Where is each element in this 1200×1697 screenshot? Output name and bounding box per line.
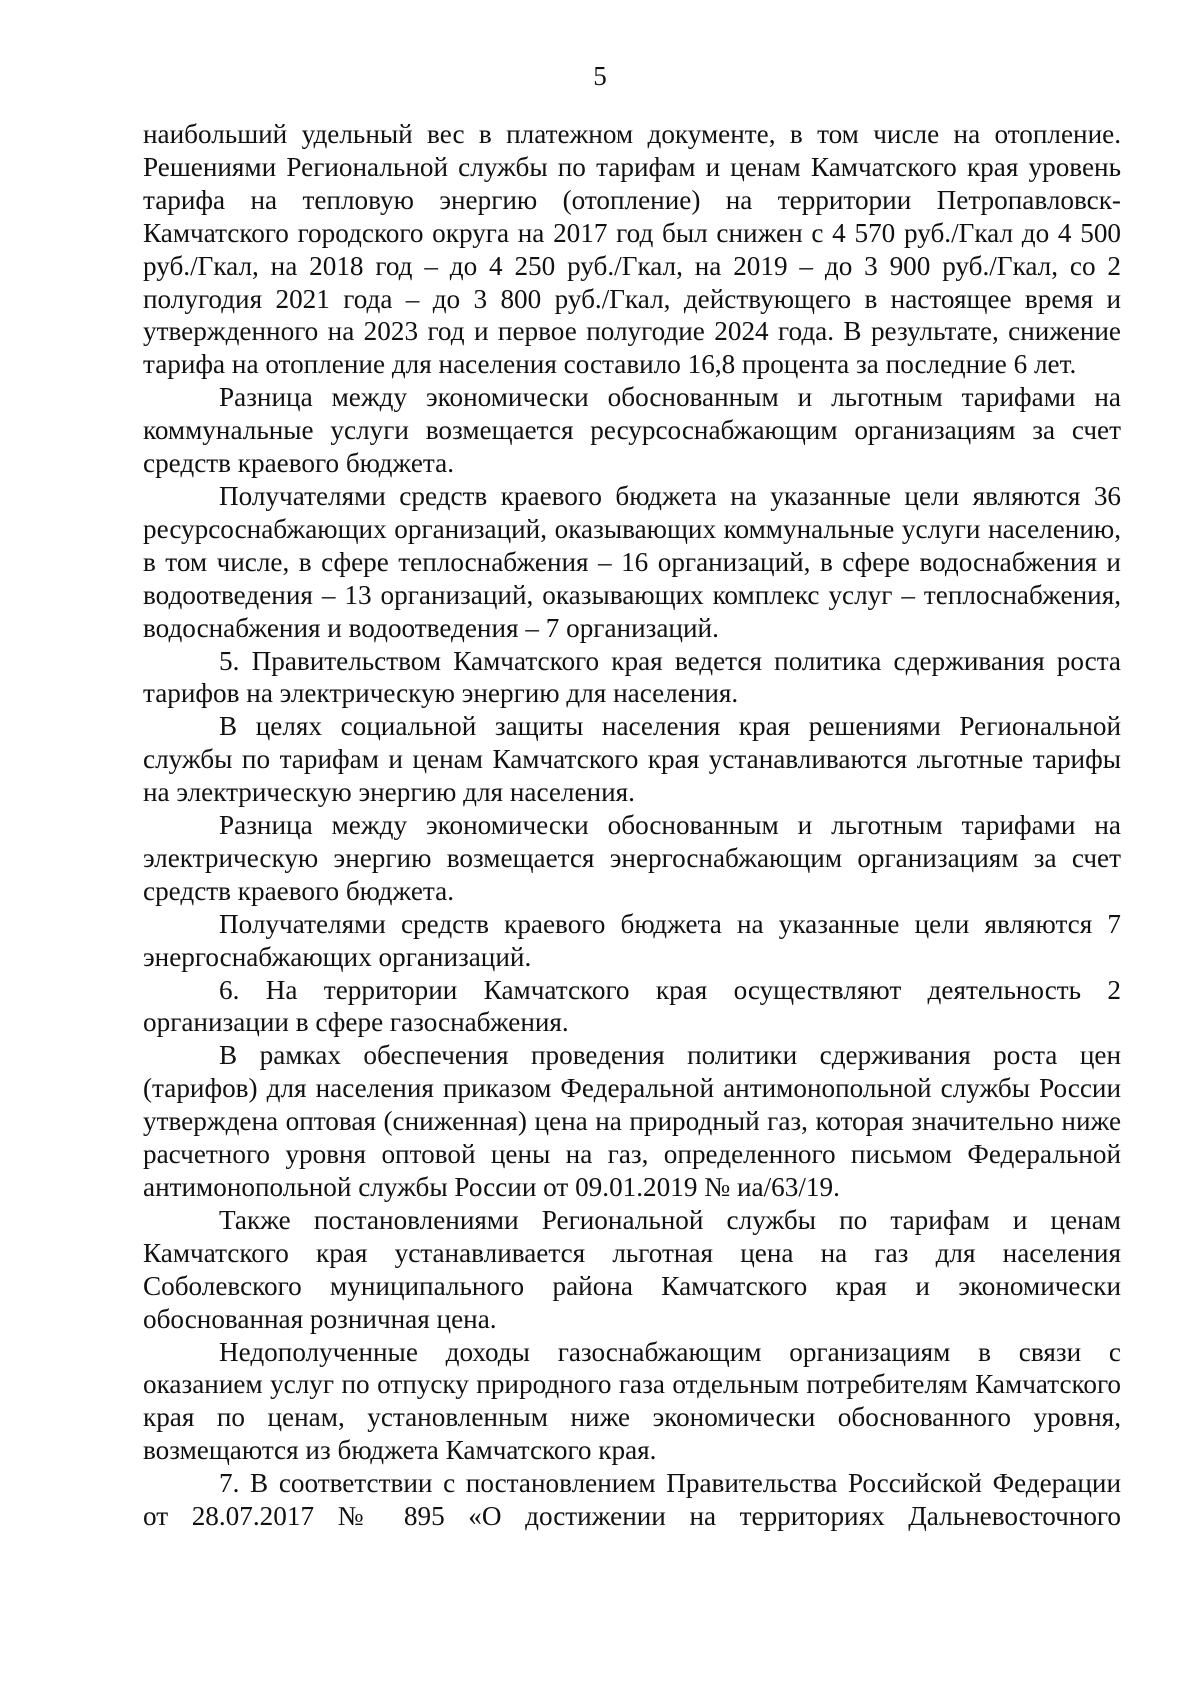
text-line: Получателями средств краевого бюджета на указанные цели являются [219,908,1093,939]
paragraph [143,1467,1121,1533]
text-line: средств краевого бюджета. [143,448,454,479]
text-line: тарифы на электрическую энергию для населения. [143,744,1121,808]
text-line: 4 570 руб./Гкал до 4 500 руб./Гкал, на 2018 год – до 4 250 руб./Гкал, на 2019 – [143,217,1122,281]
text-line: В целях социальной защиты населения края решениями Региональной [219,711,1121,742]
document-body [143,118,1121,1533]
text-line: 7. В соответствии с постановлением Правительства Российской Федерации [219,1468,1121,1499]
text-line: 36 ресурсоснабжающих организаций, оказывающих коммунальные услуги [143,480,1122,544]
text-line: Также постановлениями Региональной службы по тарифам и ценам [219,1204,1121,1235]
text-line: оказанием услуг по отпуску природного газа отдельным потребителям [143,1369,968,1400]
text-line: населения составило 16,8 процента за последние 6 лет. [438,349,1077,380]
text-line: Соболевского муниципального района Камчатского края и экономически [143,1270,1121,1301]
text-line: Камчатского края устанавливается льготная цена на газ для населения [143,1237,1121,1268]
paragraph [143,1204,1121,1336]
text-line: водоснабжения и водоотведения – 13 организаций, оказывающих комплекс [143,546,1121,610]
text-line: 7 энергоснабжающих организаций. [143,908,1121,972]
page-number: 5 [593,61,607,91]
text-line: тарифов на электрическую энергию для населения. [143,678,739,709]
text-line: службы по тарифам и ценам Камчатского края устанавливаются льготные [143,744,1024,775]
text-line: 6. На территории Камчатского края осуществляют деятельность [219,974,1082,1005]
paragraph [143,1336,1121,1468]
text-line: наибольший удельный вес в платежном документе, в том числе на отопление. [143,119,1121,149]
text-line: 5. Правительством Камчатского края ведется политика сдерживания роста [219,645,1121,676]
text-line: (тарифов) для населения приказом Федеральной антимонопольной службы [143,1073,1030,1104]
paragraph [143,710,1121,809]
text-line: полугодие 2024 года. В результате, снижение тарифа на отопление для [143,316,1121,380]
text-line: услуг – теплоснабжения, водоснабжения и водоотведения – 7 организаций. [143,579,1121,643]
text-line: от 28.07.2017 № 895 «О достижении на территориях Дальневосточного [143,1501,1121,1532]
text-line: средств краевого бюджета. [143,875,454,906]
paragraph [143,645,1121,711]
text-line: письмом Федеральной антимонопольной службы России от 09.01.2019 [143,1139,1121,1202]
text-line: 2 организации в сфере газоснабжения. [143,974,1121,1038]
paragraph [143,974,1121,1040]
paragraph [143,480,1121,645]
text-line: № иа/63/19. [704,1172,840,1202]
text-line: значительно ниже расчетного уровня оптовой цены на газ, определенного [143,1106,1122,1170]
text-line: населению, в том числе, в сфере теплоснабжения – 16 организаций, в сфере [143,513,1121,577]
paragraph [143,1039,1121,1204]
paragraph [143,809,1121,908]
text-line: электрическую энергию возмещается энергоснабжающим организациям за счет [143,842,1121,873]
text-line: до 3 900 руб./Гкал, со 2 полугодия 2021 года – до 3 800 руб./Гкал, [143,250,1121,314]
paragraph [143,381,1121,480]
text-line: уровня, возмещаются из бюджета Камчатского края. [143,1402,1121,1466]
text-line: действующего в настоящее время и утвержденного на 2023 год и первое [143,283,1122,347]
paragraph [143,118,1121,381]
text-line: В рамках обеспечения проведения политики сдерживания роста цен [219,1040,1121,1071]
paragraph [143,908,1121,974]
text-line: Разница между экономически обоснованным и льготным тарифами на [219,382,1121,413]
text-line: Недополученные доходы газоснабжающим организациям в связи с [219,1336,1121,1367]
text-line: коммунальные услуги возмещается ресурсоснабжающим организациям за счет [143,415,1121,446]
text-line: Получателями средств краевого бюджета на указанные цели являются [219,480,1081,511]
text-line: России утверждена оптовая (сниженная) цена на природный газ, которая [143,1073,1122,1137]
text-line: Решениями Региональной службы по тарифам и ценам Камчатского края [143,151,1019,182]
text-line: уровень тарифа на тепловую энергию (отопление) на территории [143,151,1121,215]
text-line: Камчатского края по ценам, установленным ниже экономически обоснованного [143,1369,1122,1433]
text-line: Разница между экономически обоснованным и льготным тарифами на [219,810,1121,841]
text-line: Петропавловск-Камчатского городского округа на 2017 год был снижен с [143,184,1121,248]
text-line: обоснованная розничная цена. [143,1303,497,1334]
